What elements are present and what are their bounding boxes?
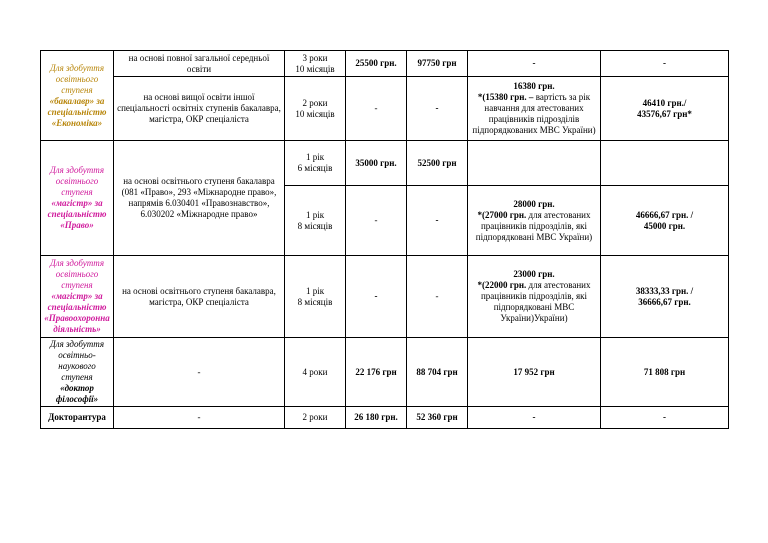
price-cell: - — [346, 77, 407, 141]
category-degree: «бакалавр» за спеціальністю — [47, 95, 107, 117]
price-cell: - — [346, 256, 407, 338]
price-cell-discount: 28000 грн. *(27000 грн. для атестованих працівників підрозділів, які підпорядковані МВС України) — [468, 186, 601, 256]
program-cell-doctoral: Докторантура — [41, 407, 114, 429]
price-cell: 17 952 грн — [468, 338, 601, 407]
basis-cell: на основі вищої освіти іншої спеціальності освітніх ступенів бакалавра, магістра, ОКР спеціаліста — [114, 77, 285, 141]
term-cell: 2 роки — [285, 407, 346, 429]
price-cell — [601, 141, 729, 186]
basis-cell: на основі освітнього ступеня бакалавра, магістра, ОКР спеціаліста — [114, 256, 285, 338]
category-text: Для здобуття освітнього ступеня — [49, 62, 105, 95]
table-row — [41, 256, 729, 338]
program-cell-master-law-enforcement: Для здобуття освітнього ступеня «магістр» за спеціальністю «Правоохоронна діяльність» — [41, 256, 114, 338]
price-cell: 46410 грн./ 43576,67 грн* — [601, 77, 729, 141]
price-cell: 22 176 грн — [346, 338, 407, 407]
price-cell: - — [407, 256, 468, 338]
price-cell — [468, 141, 601, 186]
term-cell: 3 роки 10 місяців — [285, 51, 346, 77]
program-cell-bachelor-economics — [41, 51, 114, 141]
term-cell: 1 рік 8 місяців — [285, 256, 346, 338]
basis-cell: - — [114, 338, 285, 407]
price-cell: 26 180 грн. — [346, 407, 407, 429]
table-row — [41, 51, 729, 77]
tuition-fees-table — [40, 50, 729, 429]
category-specialty: «Економіка» — [51, 117, 103, 128]
table-row — [41, 407, 729, 429]
price-cell: 38333,33 грн. / 36666,67 грн. — [601, 256, 729, 338]
price-cell: 35000 грн. — [346, 141, 407, 186]
basis-cell: на основі освітнього ступеня бакалавра (081 «Право», 293 «Міжнародне право», напрямів 6.030401 «Правознавство», 6.030202 «Міжнародне право» — [114, 141, 285, 256]
term-cell: 1 рік 8 місяців — [285, 186, 346, 256]
price-cell: - — [407, 186, 468, 256]
program-cell-master-law: Для здобуття освітнього ступеня «магістр» за спеціальністю «Право» — [41, 141, 114, 256]
term-cell: 2 роки 10 місяців — [285, 77, 346, 141]
basis-cell: на основі повної загальної середньої освіти — [114, 51, 285, 77]
table-row — [41, 338, 729, 407]
price-cell: 52500 грн — [407, 141, 468, 186]
table-row — [41, 141, 729, 186]
price-cell: - — [407, 77, 468, 141]
price-cell: - — [346, 186, 407, 256]
price-cell: - — [601, 51, 729, 77]
price-cell-discount: 16380 грн. *(15380 грн. – вартість за рік навчання для атестованих працівників підрозділів підпорядкованих МВС України) — [468, 77, 601, 141]
term-cell: 1 рік 6 місяців — [285, 141, 346, 186]
program-cell-phd: Для здобуття освітньо-наукового ступеня «доктор філософії» — [41, 338, 114, 407]
price-cell: 88 704 грн — [407, 338, 468, 407]
term-cell: 4 роки — [285, 338, 346, 407]
price-cell: 97750 грн — [407, 51, 468, 77]
price-cell: 25500 грн. — [346, 51, 407, 77]
table-row — [41, 77, 729, 141]
price-cell: - — [468, 51, 601, 77]
price-cell: - — [601, 407, 729, 429]
price-cell: 71 808 грн — [601, 338, 729, 407]
price-cell-discount: 23000 грн. *(22000 грн. для атестованих працівників підрозділів, які підпорядковані МВС України)України) — [468, 256, 601, 338]
basis-cell: - — [114, 407, 285, 429]
price-cell: 52 360 грн — [407, 407, 468, 429]
price-cell: 46666,67 грн. / 45000 грн. — [601, 186, 729, 256]
price-cell: - — [468, 407, 601, 429]
